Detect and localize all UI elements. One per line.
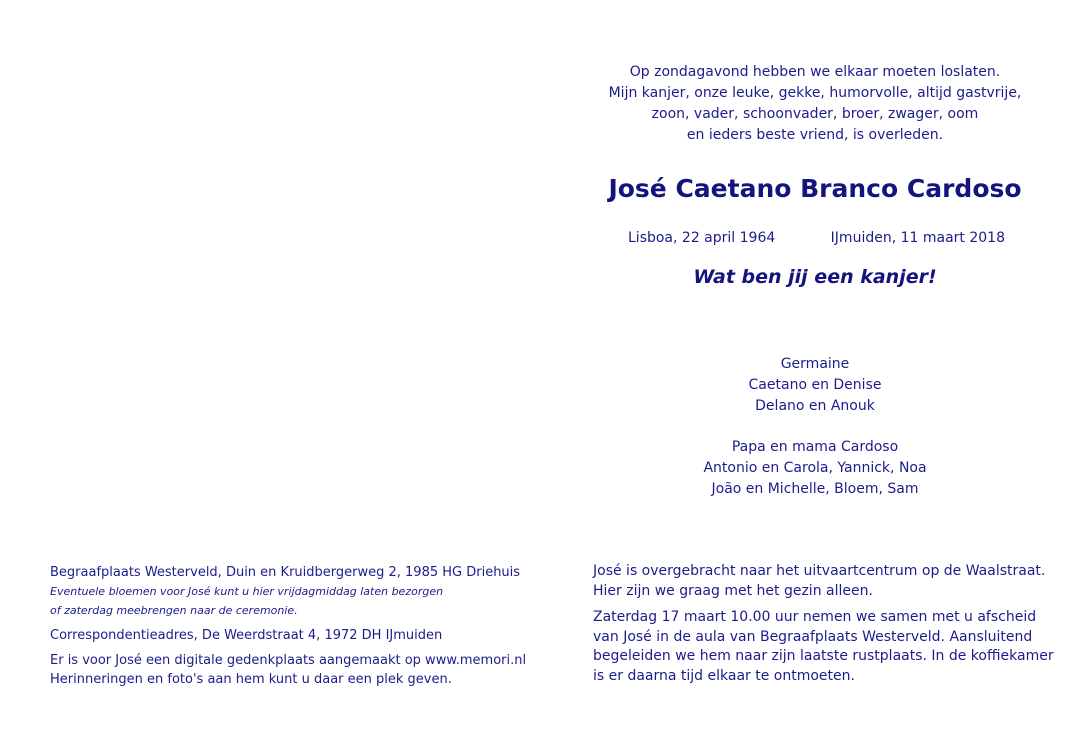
motto: Wat ben jij een kanjer! (693, 266, 937, 288)
flowers-note: Eventuele bloemen voor José kunt u hier vrijdagmiddag laten bezorgen (50, 585, 444, 598)
cemetery-address: Begraafplaats Westerveld, Duin en Kruidbergerweg 2, 1985 HG Driehuis (50, 565, 521, 580)
family-member: Papa en mama Cardoso (731, 439, 899, 455)
family-member: João en Michelle, Bloem, Sam (711, 481, 919, 497)
intro-line: zoon, vader, schoonvader, broer, zwager, oom (651, 106, 979, 122)
ceremony-text: Zaterdag 17 maart 10.00 uur nemen we samen met u afscheid (593, 609, 1037, 625)
deceased-name: José Caetano Branco Cardoso (608, 174, 1022, 203)
intro-text (600, 62, 1030, 146)
memori-note: Er is voor José een digitale gedenkplaats aangemaakt op www.memori.nl (50, 653, 527, 668)
ceremony-text: is er daarna tijd elkaar te ontmoeten. (593, 667, 855, 684)
flowers-note: of zaterdag meebrengen naar de ceremonie. (50, 604, 298, 617)
family-member: Antonio en Carola, Yannick, Noa (703, 460, 927, 476)
correspondence-address: Correspondentieadres, De Weerdstraat 4, 1972 DH IJmuiden (50, 628, 443, 643)
family-member: Caetano en Denise (748, 377, 882, 393)
family-member: Germaine (780, 356, 850, 372)
ceremony-text: José is overgebracht naar het uitvaartcentrum op de Waalstraat. (593, 563, 1046, 579)
family-member: Delano en Anouk (755, 398, 875, 414)
ceremony-text: begeleiden we hem naar zijn laatste rustplaats. In de koffiekamer (593, 648, 1054, 664)
death-place-date: IJmuiden, 11 maart 2018 (830, 230, 1005, 246)
practical-info (50, 563, 550, 689)
ceremony-info (593, 562, 1053, 686)
ceremony-text: Hier zijn we graag met het gezin alleen. (593, 582, 873, 599)
birth-place-date: Lisboa, 22 april 1964 (628, 230, 776, 246)
family-group-1 (600, 354, 1030, 417)
ceremony-text: van José in de aula van Begraafplaats Westerveld. Aansluitend (593, 628, 1033, 645)
intro-line: Mijn kanjer, onze leuke, gekke, humorvolle, altijd gastvrije, (608, 85, 1022, 101)
intro-line: en ieders beste vriend, is overleden. (686, 127, 944, 143)
family-group-2 (600, 437, 1030, 500)
intro-line: Op zondagavond hebben we elkaar moeten loslaten. (629, 64, 1001, 80)
memori-note: Herinneringen en foto's aan hem kunt u daar een plek geven. (50, 672, 452, 687)
